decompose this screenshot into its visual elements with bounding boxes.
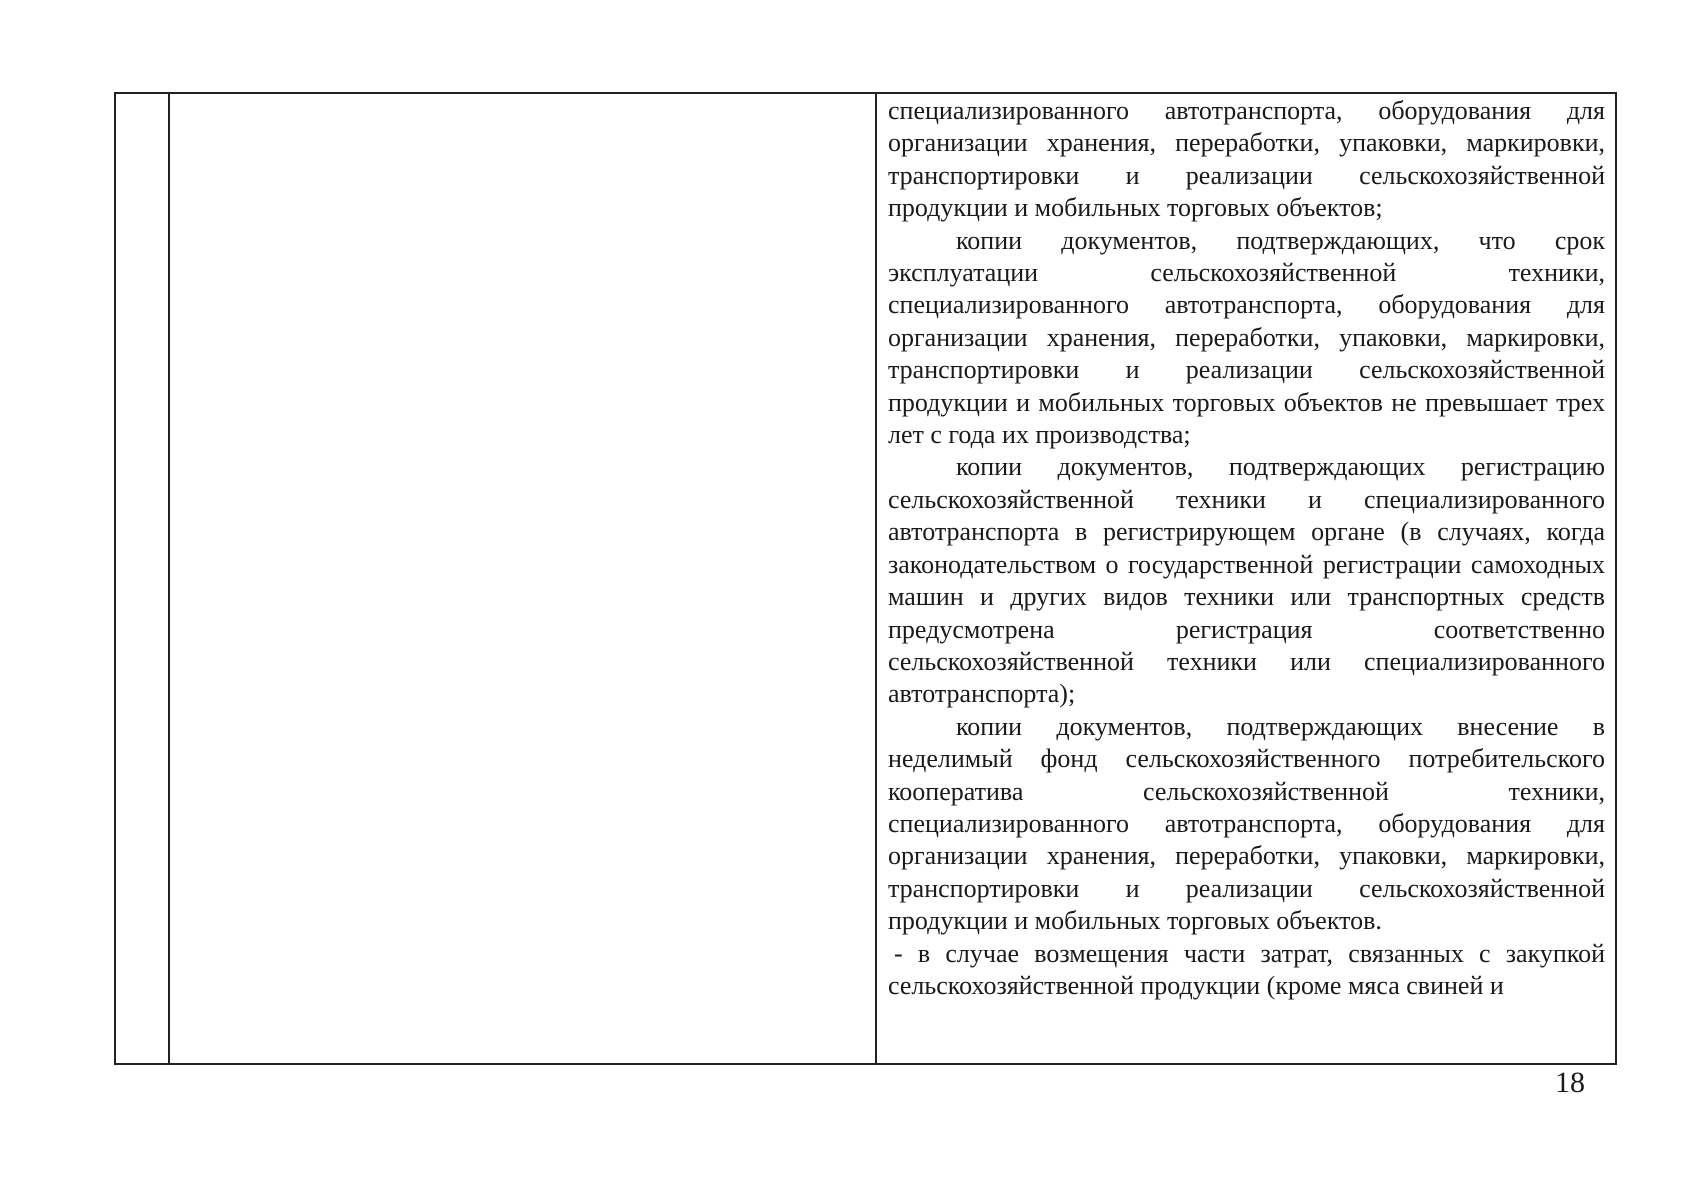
paragraph-purchase-compensation: - в случае возмещения части затрат, связанных с закупкой сельскохозяйственной продукции (кроме мяса свиней и xyxy=(888,938,1605,1000)
requirements-table xyxy=(114,92,1617,1065)
table-column-name xyxy=(170,94,877,1063)
paragraph-continuation: специализированного автотранспорта, оборудования для организации хранения, переработки, упаковки, маркировки, транспортировки и реализации сельскохозяйственной продукции и мобильных торговых объектов; xyxy=(888,96,1605,223)
paragraph-registration-docs: копии документов, подтверждающих регистрацию сельскохозяйственной техники и специализированного автотранспорта в регистрирующем органе (в случаях, когда законодательством о государственной регистрации самоходных машин и других видов техники или транспортных средств предусмотрена регистрация соответственно сельскохозяйственной техники или специализированного автотранспорта); xyxy=(888,452,1605,709)
page-number: 18 xyxy=(1555,1066,1585,1099)
table-column-documents xyxy=(877,94,1615,1063)
table-column-number xyxy=(116,94,170,1063)
paragraph-service-life-docs: копии документов, подтверждающих, что срок эксплуатации сельскохозяйственной техники, специализированного автотранспорта, оборудования для организации хранения, переработки, упаковки, маркировки, транспортировки и реализации сельскохозяйственной продукции и мобильных торговых объектов не превышает трех лет с года их производства; xyxy=(888,225,1605,450)
paragraph-indivisible-fund-docs: копии документов, подтверждающих внесение в неделимый фонд сельскохозяйственного потребительского кооператива сельскохозяйственной техники, специализированного автотранспорта, оборудования для организации хранения, переработки, упаковки, маркировки, транспортировки и реализации сельскохозяйственной продукции и мобильных торговых объектов. xyxy=(888,711,1605,936)
